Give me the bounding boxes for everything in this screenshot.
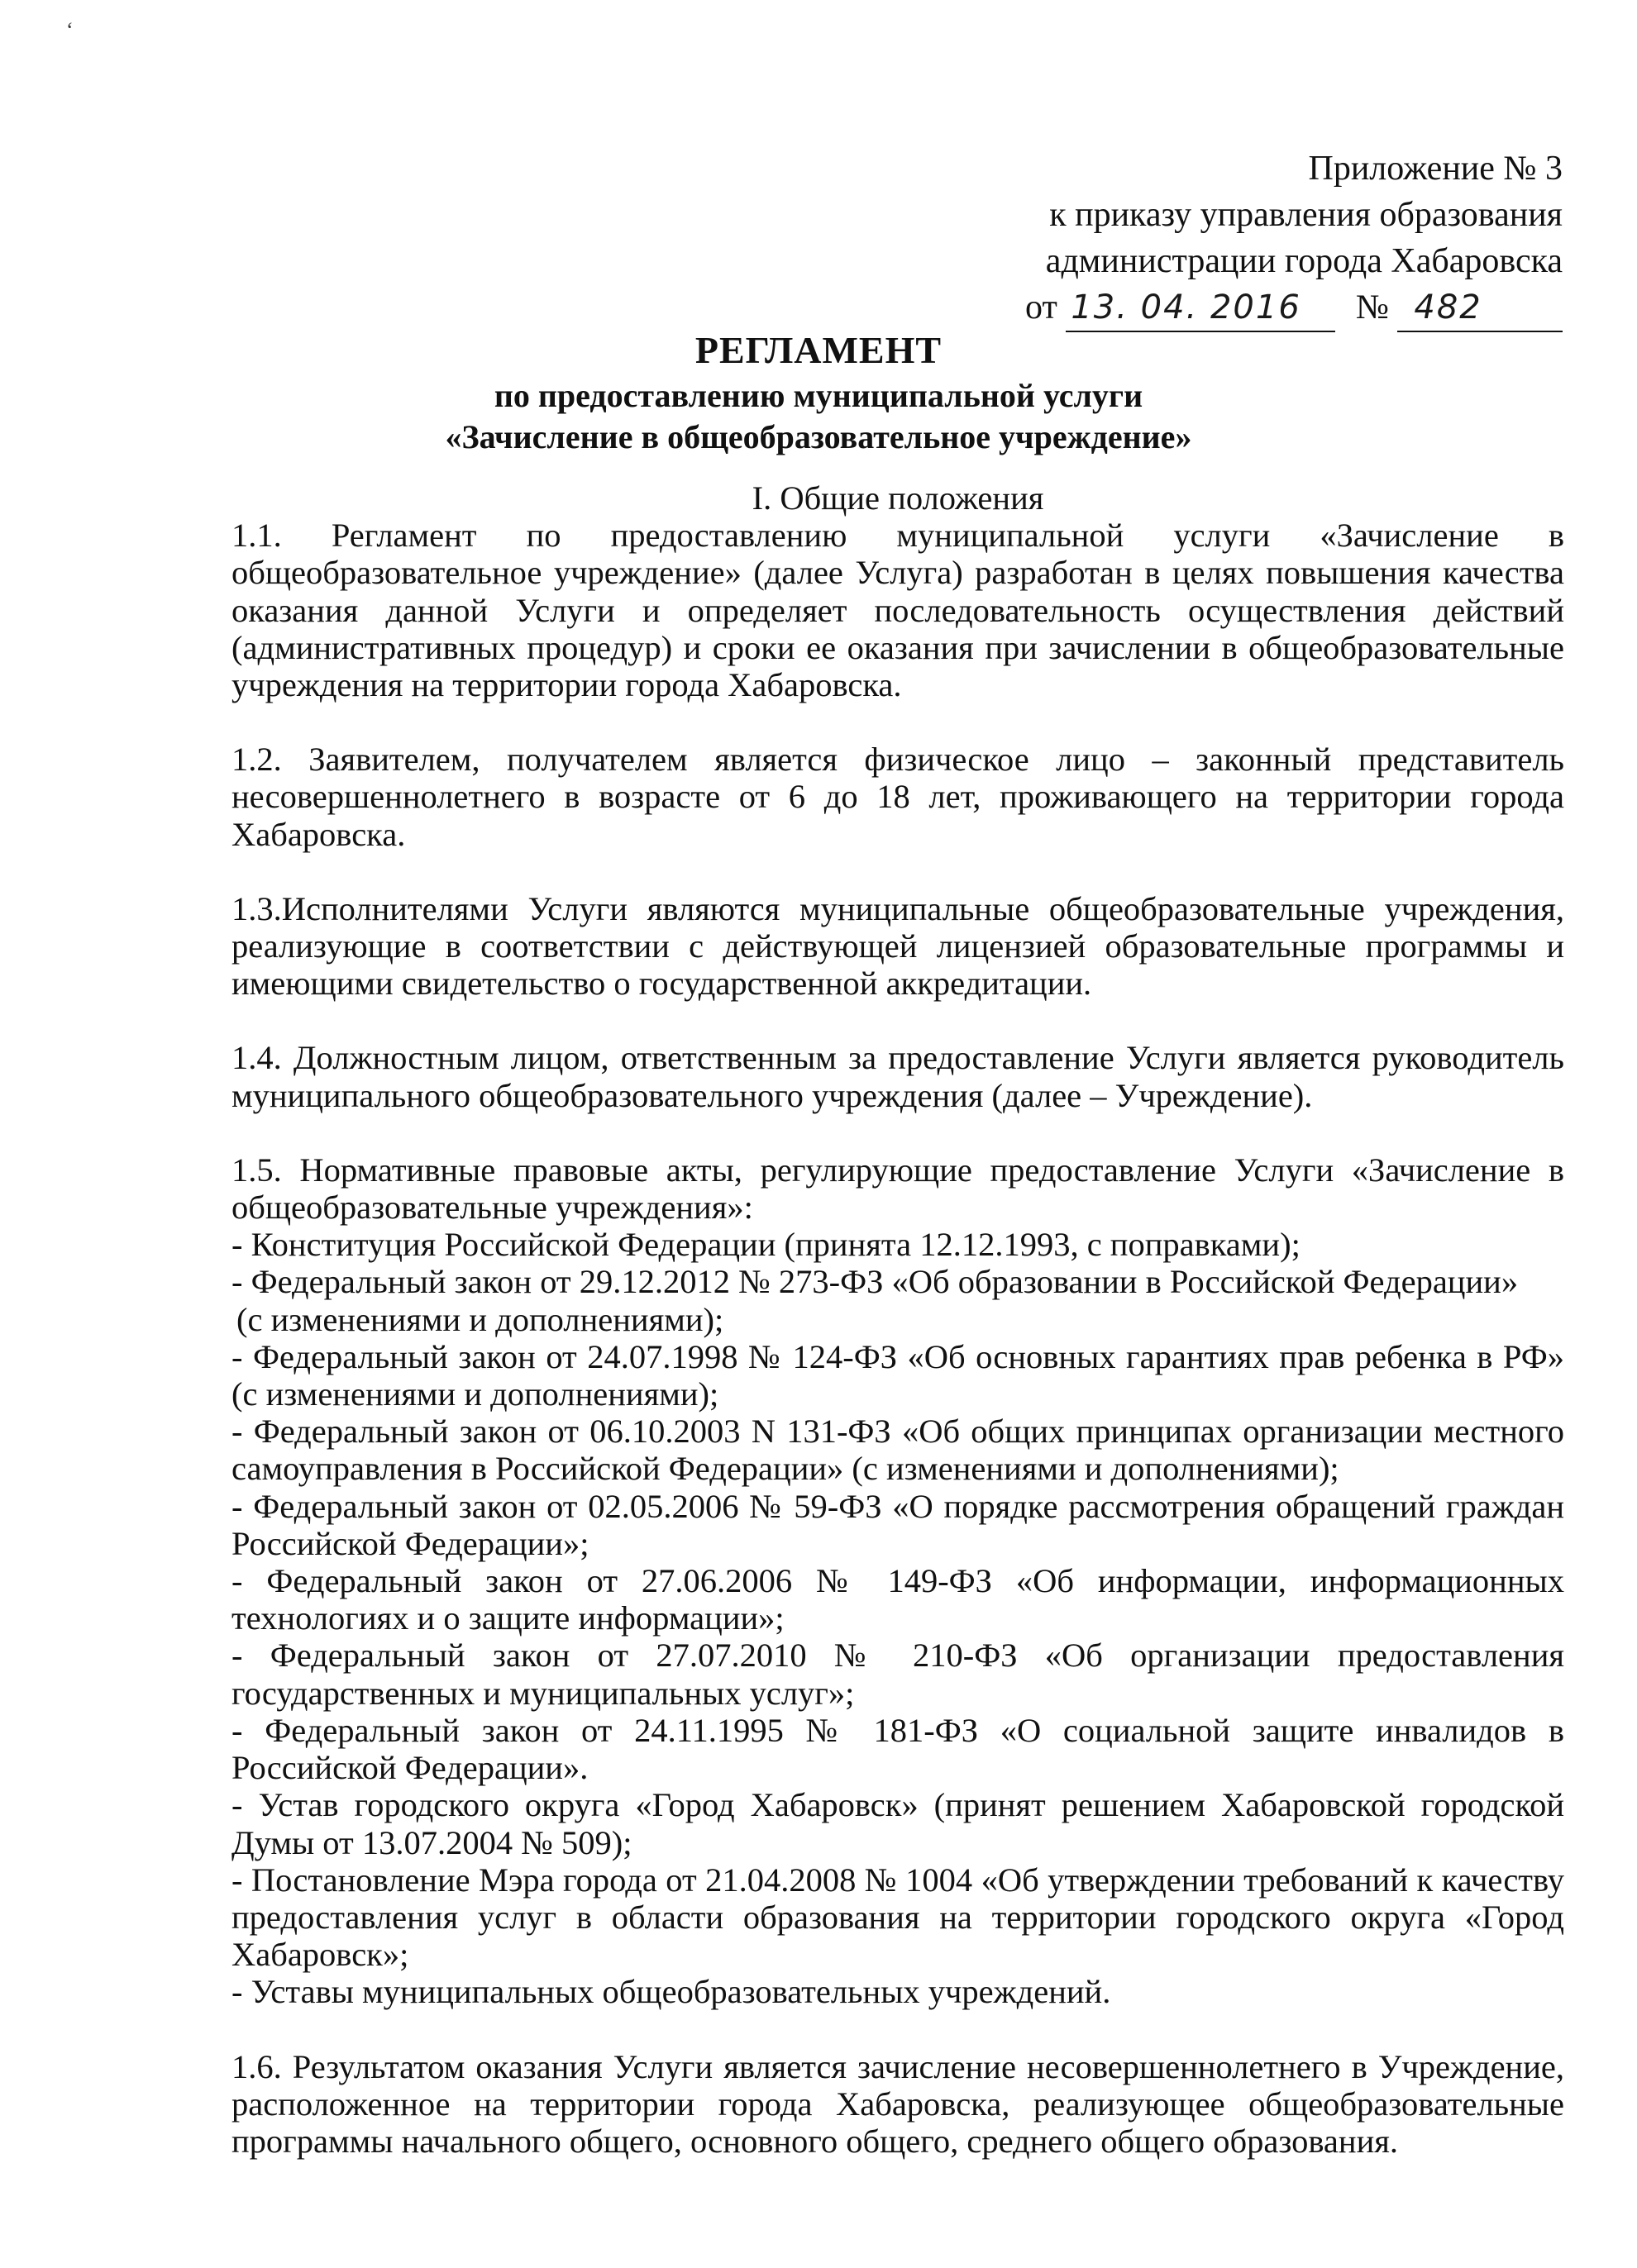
document-body: [231, 479, 1564, 2160]
order-reference: к приказу управления образования: [1049, 196, 1563, 234]
section-heading: I. Общие положения: [752, 479, 1044, 517]
appendix-number: Приложение № 3: [1308, 150, 1563, 188]
list-item: - Федеральный закон от 06.10.2003 N 131-ФЗ «Об общих принципах организации местного самоуправления в Российской Федерации» (с изменениями и дополнениями);: [231, 1413, 1564, 1488]
paragraph-1-1: 1.1. Регламент по предоставлению муниципальной услуги «Зачисление в общеобразовательное учреждение» (далее Услуга) разработан в целях повышения качества оказания данной Услуги и определяет последовательность осуществления действий (административных процедур) и сроки ее оказания при зачислении в общеобразовательные учреждения на территории города Хабаровска.: [231, 517, 1564, 704]
paragraph-1-2: 1.2. Заявителем, получателем является физическое лицо – законный представитель несовершеннолетнего в возрасте от 6 до 18 лет, проживающего на территории города Хабаровска.: [231, 741, 1564, 853]
list-item: - Федеральный закон от 02.05.2006 № 59-ФЗ «О порядке рассмотрения обращений граждан Российской Федерации»;: [231, 1487, 1564, 1562]
list-item: - Федеральный закон от 24.11.1995 № 181-ФЗ «О социальной защите инвалидов в Российской Федерации».: [231, 1711, 1564, 1787]
document-title: [223, 326, 1414, 458]
list-item: - Уставы муниципальных общеобразовательных учреждений.: [231, 1973, 1111, 2011]
date-prefix: от: [1025, 288, 1057, 326]
title-subtitle-1: по предоставлению муниципальной услуги: [494, 377, 1143, 414]
list-item: - Постановление Мэра города от 21.04.2008 № 1004 «Об утверждении требований к качеству предоставления услуг в области образования на территории городского округа «Город Хабаровск»;: [231, 1861, 1564, 1974]
number-prefix: №: [1355, 288, 1389, 326]
order-date-handwritten: 13. 04. 2016: [1066, 284, 1335, 332]
paragraph-1-5: 1.5. Нормативные правовые акты, регулирующие предоставление Услуги «Зачисление в общеобразовательные учреждения»:: [231, 1151, 1564, 1227]
corner-mark: ‘: [66, 18, 74, 42]
legal-acts-list: [231, 1226, 1564, 2010]
title-main: РЕГЛАМЕНТ: [694, 329, 943, 371]
order-number-handwritten: 482: [1397, 284, 1563, 332]
paragraph-1-6: 1.6. Результатом оказания Услуги является зачисление несовершеннолетнего в Учреждение, расположенное на территории города Хабаровска, реализующее общеобразовательные программы начального общего, основного общего, среднего общего образования.: [231, 2047, 1564, 2160]
list-item: - Федеральный закон от 27.06.2006 № 149-ФЗ «Об информации, информационных технологиях и о защите информации»;: [231, 1562, 1564, 1637]
list-item: - Федеральный закон от 24.07.1998 № 124-ФЗ «Об основных гарантиях прав ребенка в РФ» (с изменениями и дополнениями);: [231, 1337, 1564, 1413]
paragraph-1-4: 1.4. Должностным лицом, ответственным за предоставление Услуги является руководитель муниципального общеобразовательного учреждения (далее – Учреждение).: [231, 1039, 1564, 1114]
list-item: (с изменениями и дополнениями);: [236, 1300, 724, 1338]
title-subtitle-2: «Зачисление в общеобразовательное учреждение»: [445, 418, 1192, 455]
paragraph-1-3: 1.3.Исполнителями Услуги являются муниципальные общеобразовательные учреждения, реализующие в соответствии с действующей лицензией образовательные программы и имеющими свидетельство о государственной аккредитации.: [231, 889, 1564, 1003]
list-item: - Конституция Российской Федерации (принята 12.12.1993, с поправками);: [231, 1226, 1301, 1264]
list-item: - Устав городского округа «Город Хабаровск» (принят решением Хабаровской городской Думы от 13.07.2004 № 509);: [231, 1786, 1564, 1861]
list-item: - Федеральный закон от 27.07.2010 № 210-ФЗ «Об организации предоставления государственных и муниципальных услуг»;: [231, 1637, 1564, 1712]
list-item: - Федеральный закон от 29.12.2012 № 273-ФЗ «Об образовании в Российской Федерации»: [231, 1263, 1519, 1301]
administration-name: администрации города Хабаровска: [1045, 242, 1563, 280]
appendix-header: [1025, 145, 1563, 332]
